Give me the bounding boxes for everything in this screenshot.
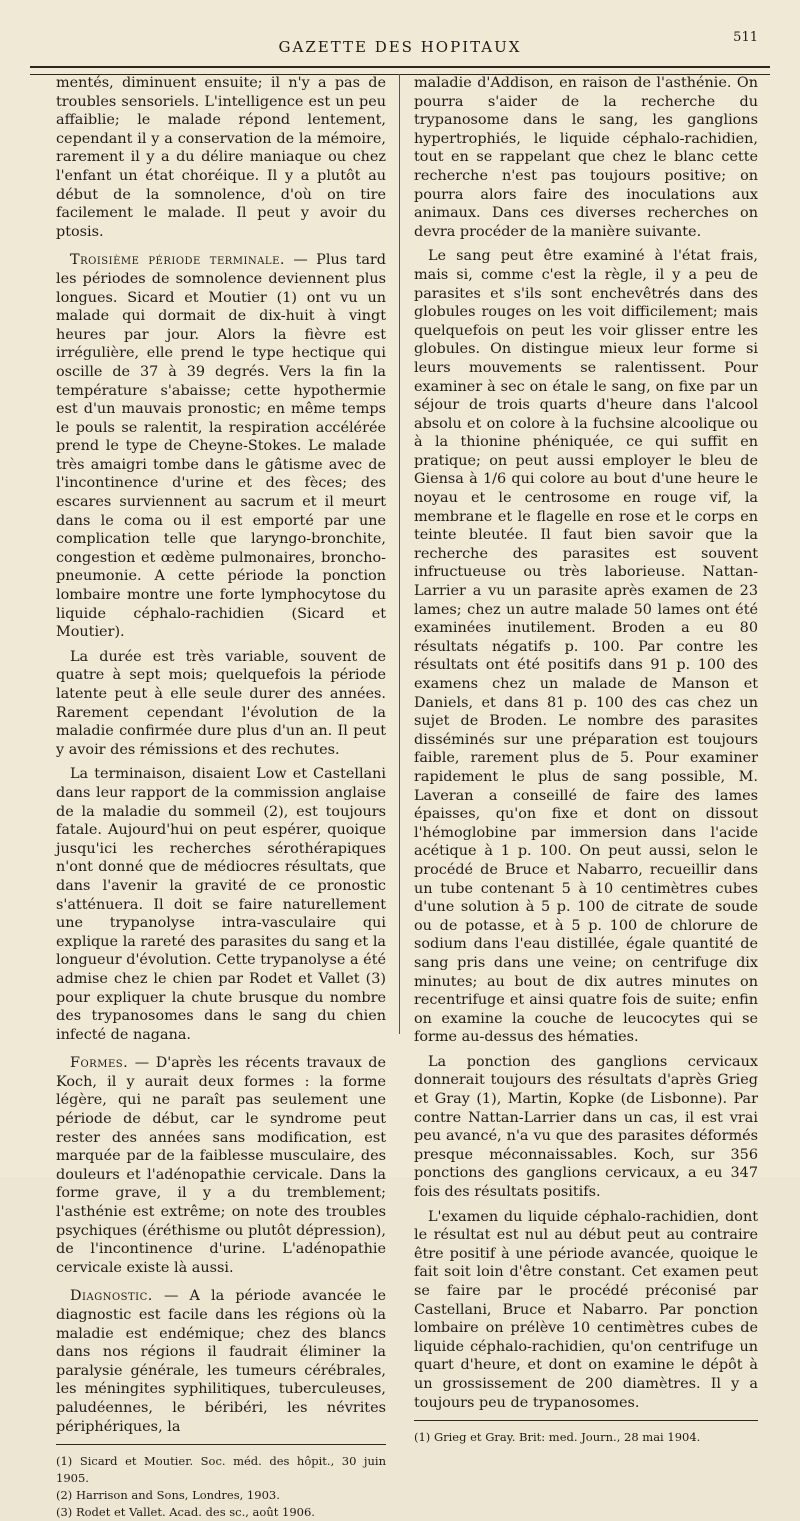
paragraph-sang: Le sang peut être examiné à l'état frais, mais si, comme c'est la règle, il y a peu de parasites et s'ils sont enchevêtrés dans des globules rouges on les voit difficilement; mais quelquefois on peut les voir glisser entre les globules. On distingue mieux leur forme si leurs mouvements se ralentissent. Pour examiner à sec on étale le sang, on fixe par un séjour de trois quarts d'heure dans l'alcool absolu et on colore à la fuchsine alcoolique ou à la thionine phéniquée, ce qui suffit en pratique; on peut aussi employer le bleu de Giensa à 1/6 qui colore au bout d'une heure le noyau et le centrosome en rouge vif, la membrane et le flagelle en rose et le corps en teinte bleutée. Il faut bien savoir que la recherche des parasites est souvent infructueuse ou très laborieuse. Nattan-Larrier a vu un parasite après examen de 23 lames; chez un autre malade 50 lames ont été examinées inutilement. Broden a eu 80 résultats négatifs p. 100. Par contre les résultats ont été positifs dans 91 p. 100 des examens chez un malade de Manson et Daniels, et dans 81 p. 100 des cas chez un sujet de Broden. Le nombre des parasites disséminés sur une préparation est toujours faible, rarement plus de 5. Pour examiner rapidement le plus de sang possible, M. Laveran a conseillé de faire des lames épaisses, qu'on fixe et dont on dissout l'hémoglobine par immersion dans l'acide acétique à 1 p. 100. On peut aussi, selon le procédé de Bruce et Nabarro, recueillir dans un tube contenant 5 à 10 centimètres cubes d'une solution à 5 p. 100 de citrate de soude ou de potasse, et à 5 p. 100 de chlorure de sodium dans l'eau distillée, égale quantité de sang pris dans une veine; on centrifuge dix minutes; au bout de dix autres minutes on recentrifuge et ainsi quatre fois de suite; enfin on examine la couche de leucocytes qui se forme au-dessus des hématies.	[414, 248, 758, 1046]
paragraph-ponction: La ponction des ganglions cervicaux donnerait toujours des résultats d'après Grieg et Gray (1), Martin, Kopke (de Lisbonne). Par contre Nattan-Larrier dans un cas, il est vrai peu avancé, n'a vu que des parasites déformés presque méconnaissables. Koch, sur 356 ponctions des ganglions cervicaux, a eu 347 fois des résultats positifs.	[414, 1053, 758, 1201]
section-troisieme-periode	[56, 251, 386, 641]
footnote-rule	[414, 1420, 758, 1421]
section-text: — Plus tard les périodes de somnolence deviennent plus longues. Sicard et Moutier (1) ont vu un malade qui dormait de dix-huit à vingt heures par jour. Alors la fièvre est irrégulière, elle prend le type hectique qui oscille de 37 à 39 degrés. Vers la fin la température s'abaisse; cette hypothermie est d'un mauvais pronostic; en même temps le pouls se ralentit, la respiration accélérée prend le type de Cheyne-Stokes. Le malade très amaigri tombe dans le gâtisme avec de l'incontinence d'urine et des fèces; des escares surviennent au sacrum et il meurt dans le coma ou il est emporté par une complication telle que laryngo-bronchite, congestion et œdème pulmonaires, broncho-pneumonie. A cette période la ponction lombaire montre une forte lymphocytose du liquide céphalo-rachidien (Sicard et Moutier).	[56, 252, 386, 641]
paragraph-terminaison: La terminaison, disaient Low et Castellani dans leur rapport de la commission anglaise de la maladie du sommeil (2), est toujours fatale. Aujourd'hui on peut espérer, quoique jusqu'ici les recherches sérothérapiques n'ont donné que de médiocres résultats, que dans l'avenir la gravité de ce pronostic s'atténuera. Il doit se faire naturellement une trypanolyse intra-vasculaire qui explique la rareté des parasites du sang et la longueur d'évolution. Cette trypanolyse a été admise chez le chien par Rodet et Vallet (3) pour expliquer la chute brusque du nombre des trypanosomes dans le sang du chien infecté de nagana.	[56, 766, 386, 1043]
section-text: — D'après les récents travaux de Koch, il y aurait deux formes : la forme légère, qui ne paraît pas seulement une période de début, car le syndrome peut rester des années sans modification, est marquée par de la faiblesse musculaire, des douleurs et l'adénopathie cervicale. Dans la forme grave, il y a du tremblement; l'asthénie est extrême; on note des troubles psychiques (éréthisme ou plutôt dépression), de l'incontinence d'urine. L'adénopathie cervicale existe là aussi.	[56, 1055, 386, 1276]
section-heading: Troisième période terminale.	[70, 252, 285, 269]
column-divider	[399, 74, 400, 1034]
page-header	[30, 30, 770, 70]
footnote: (1) Grieg et Gray. Brit: med. Journ., 28 mai 1904.	[414, 1430, 701, 1445]
section-heading: Diagnostic.	[70, 1288, 153, 1305]
footnote-rule	[56, 1444, 386, 1445]
section-text: — A la période avancée le diagnostic est facile dans les régions où la maladie est endémique; chez des blancs dans nos régions il faudrait éliminer la paralysie générale, les tumeurs cérébrales, les méningites syphilitiques, tuberculeuses, paludéennes, le béribéri, les névrites périphériques, la	[56, 1288, 386, 1435]
page-number: 511	[733, 30, 758, 45]
paragraph-duree: La durée est très variable, souvent de quatre à sept mois; quelquefois la période latente peut à elle seule durer des années. Rarement cependant l'évolution de la maladie confirmée dure plus d'un an. Il peut y avoir des rémissions et des rechutes.	[56, 648, 386, 758]
section-heading: Formes.	[70, 1055, 129, 1072]
footnote: (2) Harrison and Sons, Londres, 1903.	[56, 1488, 280, 1503]
footnotes-left	[56, 1453, 386, 1521]
left-column	[56, 74, 386, 1521]
paragraph: maladie d'Addison, en raison de l'asthénie. On pourra s'aider de la recherche du trypanosome dans le sang, les ganglions hypertrophiés, le liquide céphalo-rachidien, tout en se rappelant que chez le blanc cette recherche n'est pas toujours positive; on pourra alors faire des inoculations aux animaux. Dans ces diverses recherches on devra procéder de la manière suivante.	[414, 75, 758, 240]
section-diagnostic	[56, 1287, 386, 1436]
footnotes-right	[414, 1429, 758, 1446]
paragraph-examen: L'examen du liquide céphalo-rachidien, dont le résultat est nul au début peut au contraire être positif à une période avancée, quoique le fait soit loin d'être constant. Cet examen peut se faire par le procédé préconisé par Castellani, Bruce et Nabarro. Par ponction lombaire on prélève 10 centimètres cubes de liquide céphalo-rachidien, qu'on centrifuge un quart d'heure, et dont on examine le dépôt à un grossissement de 200 diamètres. Il y a toujours peu de trypanosomes.	[414, 1208, 758, 1411]
footnote: (1) Sicard et Moutier. Soc. méd. des hôpit., 30 juin 1905.	[56, 1454, 386, 1486]
journal-title: GAZETTE DES HOPITAUX	[278, 38, 522, 56]
footnote: (3) Rodet et Vallet. Acad. des sc., août 1906.	[56, 1505, 315, 1520]
right-column	[414, 74, 758, 1446]
paragraph: mentés, diminuent ensuite; il n'y a pas de troubles sensoriels. L'intelligence est un peu affaiblie; le malade répond lentement, cependant il y a conservation de la mémoire, rarement il y a du délire maniaque ou chez l'enfant un état choréique. Il y a plutôt au début de la somnolence, d'où on tire facilement le malade. Il peut y avoir du ptosis.	[56, 75, 386, 240]
section-formes	[56, 1054, 386, 1277]
